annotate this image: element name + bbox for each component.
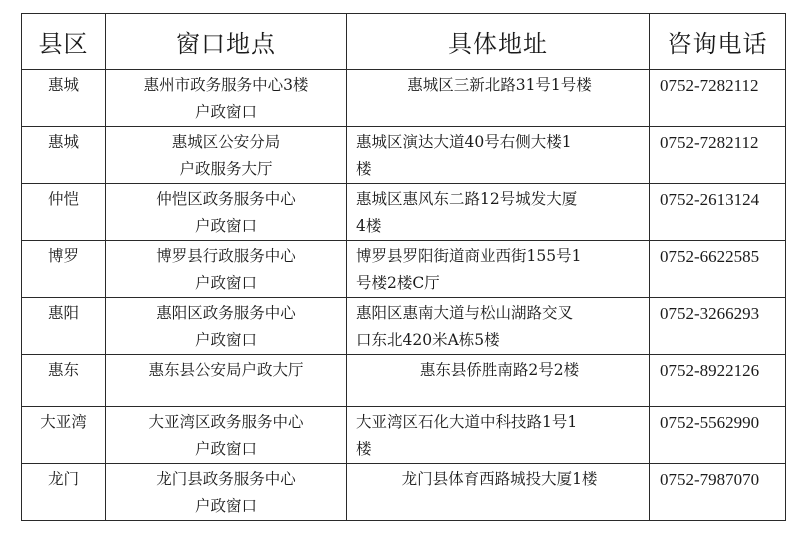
address-cell [347,241,650,298]
location-line: 惠东县公安局户政大厅 [148,361,304,379]
address-line: 大亚湾区石化大道中科技路1号1 [356,413,578,431]
header-location: 窗口地点 [106,14,347,70]
location-cell [106,355,347,407]
address-cell [347,70,650,127]
location-line: 户政窗口 [194,103,257,121]
location-line: 仲恺区政务服务中心 [156,190,296,208]
address-cell [347,298,650,355]
address-line: 惠东县侨胜南路2号2楼 [419,361,580,379]
address-cell [347,407,650,464]
address-cell [347,127,650,184]
table-row [22,70,786,127]
location-cell [106,184,347,241]
location-line: 户政窗口 [194,440,257,458]
service-window-table [21,13,786,521]
address-line: 楼 [356,440,372,458]
address-line: 博罗县罗阳街道商业西街155号1 [356,247,582,265]
table-row [22,464,786,521]
phone-cell: 0752-7282112 [650,70,786,127]
phone-cell: 0752-5562990 [650,407,786,464]
phone-cell: 0752-6622585 [650,241,786,298]
location-line: 龙门县政务服务中心 [156,470,296,488]
phone-cell: 0752-7282112 [650,127,786,184]
phone-cell: 0752-2613124 [650,184,786,241]
location-line: 惠阳区政务服务中心 [156,304,296,322]
address-line: 惠城区三新北路31号1号楼 [407,76,592,94]
district-cell: 惠城 [22,127,106,184]
header-district: 县区 [22,14,106,70]
header-address: 具体地址 [347,14,650,70]
district-cell: 博罗 [22,241,106,298]
district-cell: 惠阳 [22,298,106,355]
location-cell [106,298,347,355]
district-cell: 惠城 [22,70,106,127]
phone-cell: 0752-7987070 [650,464,786,521]
table-row [22,184,786,241]
location-line: 惠州市政务服务中心3楼 [143,76,309,94]
location-cell [106,464,347,521]
table-row [22,127,786,184]
location-cell [106,127,347,184]
address-line: 龙门县体育西路城投大厦1楼 [401,470,598,488]
location-line: 户政窗口 [194,274,257,292]
table-header-row [22,14,786,70]
header-phone: 咨询电话 [650,14,786,70]
location-cell [106,407,347,464]
phone-cell: 0752-8922126 [650,355,786,407]
phone-cell: 0752-3266293 [650,298,786,355]
address-line: 号楼2楼C厅 [356,274,440,292]
table-row [22,407,786,464]
table-row [22,355,786,407]
location-line: 户政窗口 [194,331,257,349]
district-cell: 惠东 [22,355,106,407]
location-cell [106,241,347,298]
table-row [22,298,786,355]
location-line: 户政服务大厅 [179,160,273,178]
address-cell [347,355,650,407]
address-line: 惠城区演达大道40号右侧大楼1 [356,133,572,151]
location-line: 大亚湾区政务服务中心 [148,413,304,431]
district-cell: 大亚湾 [22,407,106,464]
address-line: 楼 [356,160,372,178]
district-cell: 龙门 [22,464,106,521]
location-cell [106,70,347,127]
location-line: 户政窗口 [194,497,257,515]
address-cell [347,464,650,521]
table-row [22,241,786,298]
location-line: 惠城区公安分局 [171,133,281,151]
address-line: 口东北420米A栋5楼 [356,331,500,349]
address-line: 惠城区惠风东二路12号城发大厦 [356,190,578,208]
district-cell: 仲恺 [22,184,106,241]
location-line: 博罗县行政服务中心 [156,247,296,265]
address-cell [347,184,650,241]
address-line: 惠阳区惠南大道与松山湖路交叉 [356,304,574,322]
location-line: 户政窗口 [194,217,257,235]
address-line: 4楼 [356,217,382,235]
